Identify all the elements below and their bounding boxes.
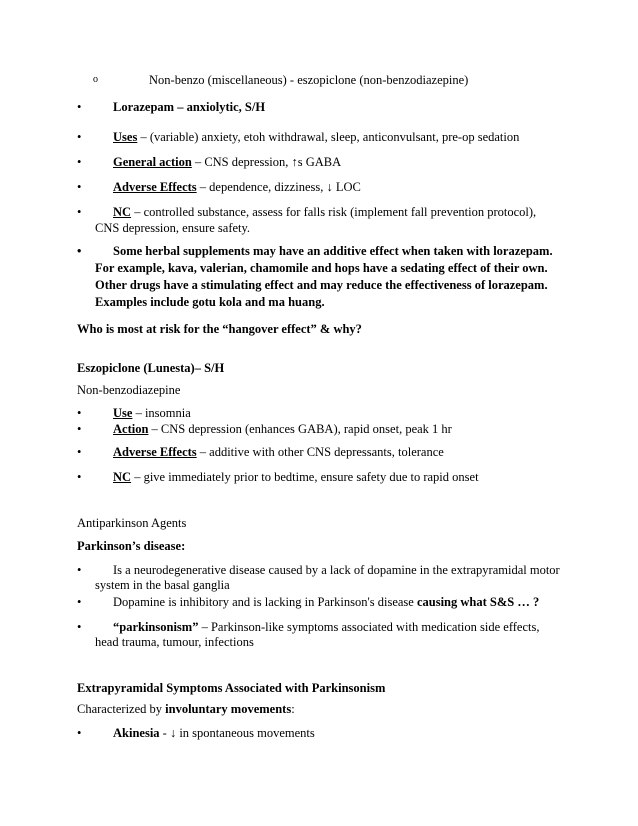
bullet: • [77, 422, 82, 436]
nc-text-cont: CNS depression, ensure safety. [95, 221, 251, 235]
general-action-label: General action [113, 155, 192, 169]
adverse-effects-text: – dependence, dizziness, ↓ LOC [196, 180, 361, 194]
antiparkinson-heading: Antiparkinson Agents [77, 516, 187, 530]
bullet: • [77, 726, 82, 740]
adverse-effects-text: – additive with other CNS depressants, tolerance [196, 445, 444, 459]
nc-text: – give immediately prior to bedtime, ensure safety due to rapid onset [131, 470, 479, 484]
lorazepam-title: Lorazepam – anxiolytic, S/H [113, 100, 266, 114]
parkinsons-item-1-text-cont: system in the basal ganglia [95, 578, 230, 592]
sub-bullet-text: Non-benzo (miscellaneous) - eszopiclone (non-benzodiazepine) [149, 73, 469, 87]
parkinsonism-text: – Parkinson-like symptoms associated with medication side effects, [198, 620, 540, 634]
herbal-text-3: Other drugs have a stimulating effect and may reduce the effectiveness of lorazepam. [95, 278, 548, 292]
parkinsonism-text-cont: head trauma, tumour, infections [95, 635, 254, 649]
bullet: • [77, 244, 82, 258]
sub-bullet-marker: o [93, 74, 98, 85]
bullet: • [77, 595, 82, 609]
characterized-text: Characterized by [77, 702, 166, 716]
adverse-effects-label: Adverse Effects [113, 445, 197, 459]
herbal-text-4: Examples include gotu kola and ma huang. [95, 295, 325, 309]
uses-text: – (variable) anxiety, etoh withdrawal, sleep, anticonvulsant, pre-op sedation [137, 130, 520, 144]
bullet: • [77, 180, 82, 194]
parkinsons-heading: Parkinson’s disease: [77, 539, 186, 553]
parkinsons-item-1-text: Is a neurodegenerative disease caused by a lack of dopamine in the extrapyramidal motor [113, 563, 560, 577]
bullet: • [77, 130, 82, 144]
parkinsons-item-2-bold: causing what S&S … ? [416, 595, 540, 609]
herbal-text-2: For example, kava, valerian, chamomile and hops have a sedating effect of their own. [95, 261, 548, 275]
parkinsonism-label: “parkinsonism” [113, 620, 199, 634]
bullet: • [77, 406, 82, 420]
nc-label: NC [113, 470, 132, 484]
eszopiclone-title: Eszopiclone (Lunesta)– S/H [77, 361, 225, 375]
bullet: • [77, 100, 82, 114]
question-text: Who is most at risk for the “hangover effect” & why? [77, 322, 362, 336]
bullet: • [77, 205, 82, 219]
akinesia-text: - ↓ in spontaneous movements [159, 726, 315, 740]
action-label: Action [113, 422, 149, 436]
herbal-text-1: Some herbal supplements may have an additive effect when taken with lorazepam. [113, 244, 553, 258]
involuntary-movements: involuntary movements [165, 702, 292, 716]
bullet: • [77, 445, 82, 459]
parkinsons-item-2-text: Dopamine is inhibitory and is lacking in Parkinson's disease [113, 595, 417, 609]
bullet: • [77, 620, 82, 634]
extrapyramidal-heading: Extrapyramidal Symptoms Associated with Parkinsonism [77, 681, 386, 695]
nc-text: – controlled substance, assess for falls risk (implement fall prevention protocol), [131, 205, 537, 219]
use-text: – insomnia [132, 406, 191, 420]
action-text: – CNS depression (enhances GABA), rapid onset, peak 1 hr [148, 422, 452, 436]
uses-label: Uses [113, 130, 138, 144]
use-label: Use [113, 406, 133, 420]
characterized-colon: : [291, 702, 295, 716]
bullet: • [77, 563, 82, 577]
nc-label: NC [113, 205, 132, 219]
bullet: • [77, 155, 82, 169]
general-action-text: – CNS depression, ↑s GABA [191, 155, 342, 169]
akinesia-label: Akinesia [113, 726, 160, 740]
bullet: • [77, 470, 82, 484]
eszopiclone-subtitle: Non-benzodiazepine [77, 383, 181, 397]
adverse-effects-label: Adverse Effects [113, 180, 197, 194]
